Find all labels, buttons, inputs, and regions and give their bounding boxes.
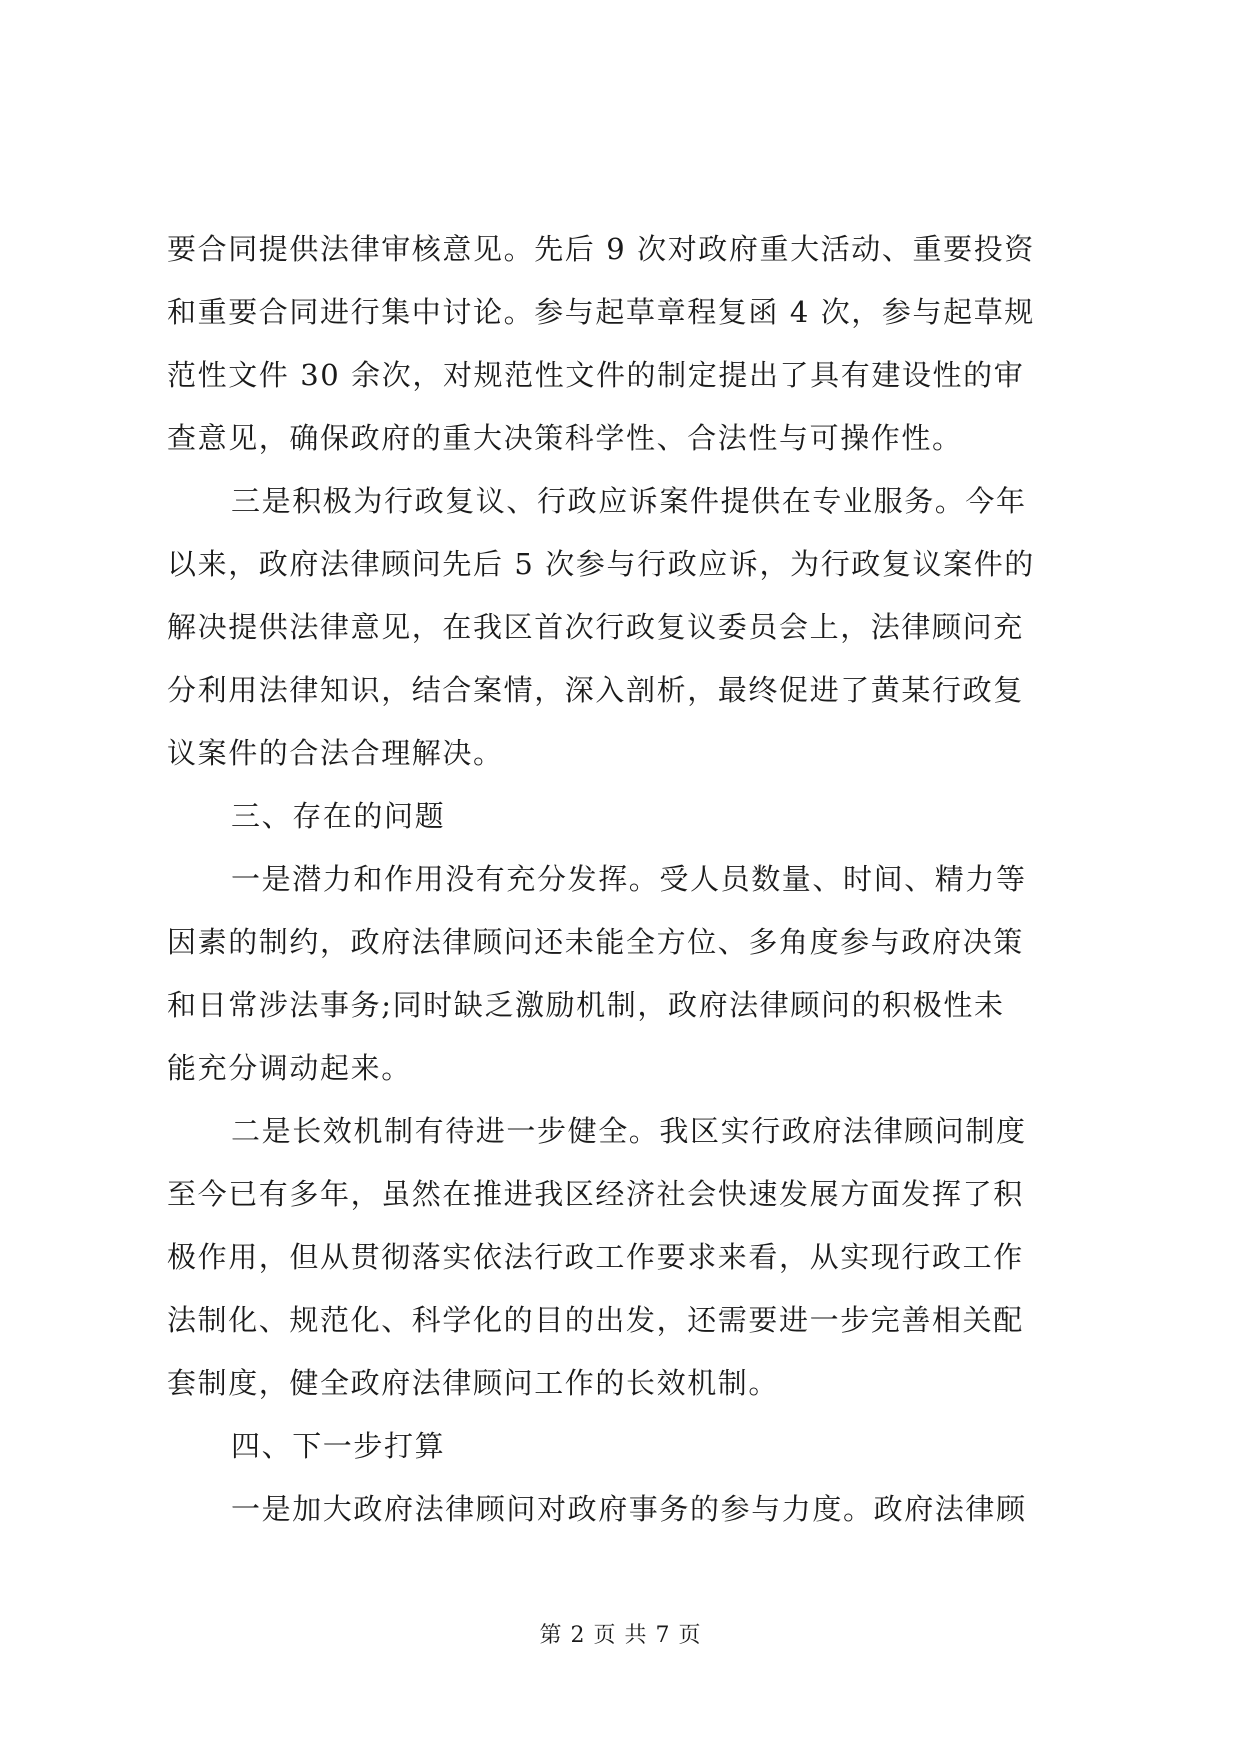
section-heading: 四、下一步打算: [231, 1429, 446, 1463]
text-line: 至今已有多年，虽然在推进我区经济社会快速发展方面发挥了积: [167, 1177, 1024, 1211]
text-line: 查意见，确保政府的重大决策科学性、合法性与可操作性。: [167, 421, 963, 455]
section-heading: 三、存在的问题: [231, 799, 446, 833]
document-body: [167, 218, 1079, 1541]
text-line: 分利用法律知识，结合案情，深入剖析，最终促进了黄某行政复: [167, 673, 1024, 707]
text-line: 套制度，健全政府法律顾问工作的长效机制。: [167, 1366, 780, 1400]
text-line: 解决提供法律意见，在我区首次行政复议委员会上，法律顾问充: [167, 610, 1024, 644]
page-footer: 第 2 页 共 7 页: [539, 1623, 702, 1648]
paragraph-first-line: 三是积极为行政复议、行政应诉案件提供在专业服务。今年: [231, 484, 1027, 518]
text-line: 因素的制约，政府法律顾问还未能全方位、多角度参与政府决策: [167, 925, 1024, 959]
paragraph-first-line: 一是潜力和作用没有充分发挥。受人员数量、时间、精力等: [231, 862, 1027, 896]
text-line: 要合同提供法律审核意见。先后 9 次对政府重大活动、重要投资: [167, 232, 1035, 266]
text-line: 范性文件 30 余次，对规范性文件的制定提出了具有建设性的审: [167, 358, 1025, 392]
text-line: 法制化、规范化、科学化的目的出发，还需要进一步完善相关配: [167, 1303, 1024, 1337]
text-line: 议案件的合法合理解决。: [167, 736, 504, 770]
paragraph-first-line: 一是加大政府法律顾问对政府事务的参与力度。政府法律顾: [231, 1492, 1027, 1526]
paragraph-first-line: 二是长效机制有待进一步健全。我区实行政府法律顾问制度: [231, 1114, 1027, 1148]
text-line: 以来，政府法律顾问先后 5 次参与行政应诉，为行政复议案件的: [167, 547, 1035, 581]
text-line: 和日常涉法事务;同时缺乏激励机制，政府法律顾问的积极性未: [167, 988, 1005, 1022]
text-line: 极作用，但从贯彻落实依法行政工作要求来看，从实现行政工作: [167, 1240, 1024, 1274]
text-line: 和重要合同进行集中讨论。参与起草章程复函 4 次，参与起草规: [167, 295, 1035, 329]
text-line: 能充分调动起来。: [167, 1051, 412, 1085]
